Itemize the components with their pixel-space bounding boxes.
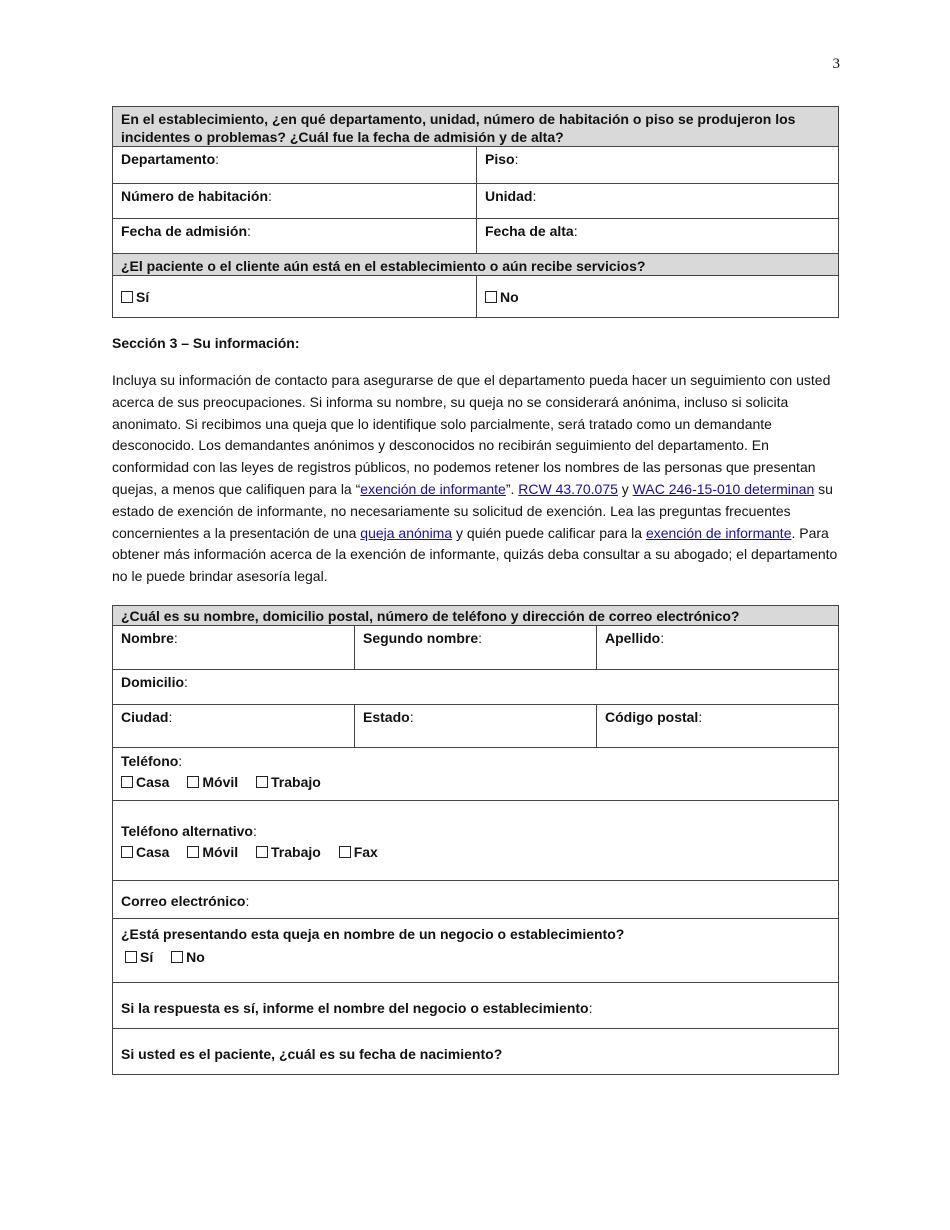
admission-date-label: Fecha de admisión	[121, 223, 248, 239]
city-label: Ciudad	[121, 709, 169, 725]
still-no-checkbox[interactable]: No	[485, 289, 519, 305]
first-name-field[interactable]: Nombre:	[113, 626, 355, 670]
alt-phone-field[interactable]: Teléfono alternativo: Casa Móvil Trabajo Fax	[113, 801, 839, 881]
address-label: Domicilio	[121, 674, 185, 690]
zip-code-field[interactable]: Código postal:	[597, 705, 839, 748]
page-number: 3	[832, 56, 840, 72]
phone-work-checkbox[interactable]: Trabajo	[256, 774, 321, 790]
informant-exemption-link-2[interactable]: exención de informante	[645, 524, 792, 541]
department-label: Departamento	[121, 151, 216, 167]
birthdate-label: Si usted es el paciente, ¿cuál es su fecha de nacimiento?	[121, 1046, 503, 1062]
anonymous-complaint-link[interactable]: queja anónima	[360, 524, 453, 541]
facility-location-table	[112, 106, 839, 318]
business-name-label: Si la respuesta es sí, informe el nombre del negocio o establecimiento	[121, 1000, 589, 1016]
discharge-date-field[interactable]: Fecha de alta:	[477, 219, 839, 254]
unit-label: Unidad	[485, 188, 533, 204]
unit-field[interactable]: Unidad:	[477, 184, 839, 219]
phone-label: Teléfono	[121, 753, 179, 769]
section-3-title: Sección 3 – Su información:	[112, 335, 300, 351]
alt-phone-mobile-checkbox[interactable]: Móvil	[187, 844, 238, 860]
email-label: Correo electrónico	[121, 893, 246, 909]
address-field[interactable]: Domicilio:	[113, 670, 839, 705]
email-field[interactable]: Correo electrónico:	[113, 881, 839, 919]
last-name-label: Apellido	[605, 630, 661, 646]
department-field[interactable]: Departamento:	[113, 147, 477, 184]
room-number-field[interactable]: Número de habitación:	[113, 184, 477, 219]
floor-label: Piso	[485, 151, 515, 167]
contact-info-table	[112, 605, 839, 1075]
still-yes-checkbox[interactable]: Sí	[121, 289, 149, 305]
discharge-date-label: Fecha de alta	[485, 223, 574, 239]
alt-phone-fax-checkbox[interactable]: Fax	[339, 844, 378, 860]
informant-exemption-link[interactable]: exención de informante	[360, 480, 506, 497]
facility-location-question: En el establecimiento, ¿en qué departamento, unidad, número de habitación o piso se produjeron los incidentes o problemas? ¿Cuál fue la fecha de admisión y de alta?	[113, 107, 839, 147]
business-question-cell	[113, 919, 839, 983]
middle-name-field[interactable]: Segundo nombre:	[355, 626, 597, 670]
still-receiving-question: ¿El paciente o el cliente aún está en el establecimiento o aún recibe servicios?	[113, 254, 839, 276]
zip-code-label: Código postal	[605, 709, 699, 725]
phone-home-checkbox[interactable]: Casa	[121, 774, 169, 790]
last-name-field[interactable]: Apellido:	[597, 626, 839, 670]
business-name-field[interactable]: Si la respuesta es sí, informe el nombre del negocio o establecimiento:	[113, 983, 839, 1029]
business-question: ¿Está presentando esta queja en nombre de un negocio o establecimiento?	[121, 926, 625, 942]
room-number-label: Número de habitación	[121, 188, 269, 204]
admission-date-field[interactable]: Fecha de admisión:	[113, 219, 477, 254]
state-label: Estado	[363, 709, 410, 725]
birthdate-field[interactable]	[113, 1029, 839, 1075]
rcw-link[interactable]: RCW 43.70.075	[518, 480, 618, 497]
still-yes-cell	[113, 276, 477, 318]
still-no-cell	[477, 276, 839, 318]
business-no-checkbox[interactable]: No	[171, 949, 205, 965]
state-field[interactable]: Estado:	[355, 705, 597, 748]
floor-field[interactable]: Piso:	[477, 147, 839, 184]
alt-phone-home-checkbox[interactable]: Casa	[121, 844, 169, 860]
phone-mobile-checkbox[interactable]: Móvil	[187, 774, 238, 790]
middle-name-label: Segundo nombre	[363, 630, 479, 646]
wac-link[interactable]: WAC 246-15-010 determinan	[632, 480, 815, 497]
alt-phone-work-checkbox[interactable]: Trabajo	[256, 844, 321, 860]
section-3-paragraph: Incluya su información de contacto para asegurarse de que el departamento pueda hacer un seguimiento con usted acerca de sus preocupaciones. Si informa su nombre, su queja no se considerará anónima, incluso si solicita anonimato. Si recibimos una queja que lo identifique solo parcialmente, será tratado como un demandante desconocido. Los demandantes anónimos y desconocidos no recibirán seguimiento del departamento. En conformidad con las leyes de registros públicos, no podemos retener los nombres de las personas que presentan quejas, a menos que califiquen para la “exención de informante”. RCW 43.70.075 y WAC 246-15-010 determinan su estado de exención de informante, no necesariamente su solicitud de exención. Lea las preguntas frecuentes concernientes a la presentación de una queja anónima y quién puede calificar para la exención de informante. Para obtener más información acerca de la exención de informante, quizás deba consultar a su abogado; el departamento no le puede brindar asesoría legal.	[112, 372, 838, 585]
business-yes-checkbox[interactable]: Sí	[125, 949, 153, 965]
alt-phone-label: Teléfono alternativo	[121, 823, 253, 839]
contact-info-question: ¿Cuál es su nombre, domicilio postal, número de teléfono y dirección de correo electrónico?	[113, 606, 839, 626]
phone-field[interactable]: Teléfono: Casa Móvil Trabajo	[113, 748, 839, 801]
city-field[interactable]: Ciudad:	[113, 705, 355, 748]
first-name-label: Nombre	[121, 630, 174, 646]
